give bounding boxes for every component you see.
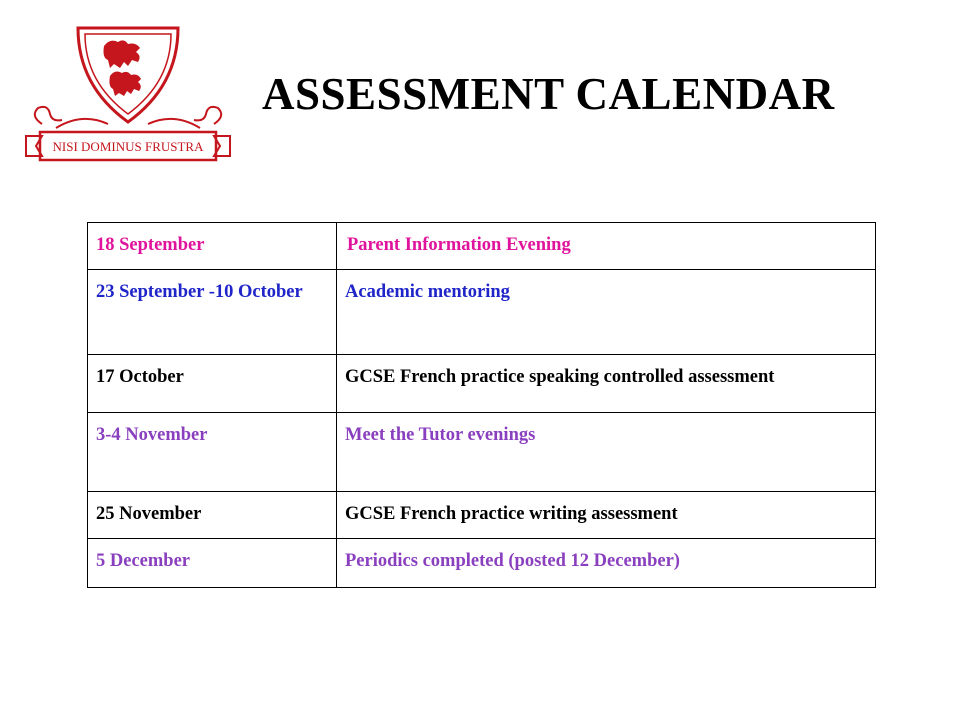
calendar-row bbox=[88, 492, 876, 539]
calendar-date: 18 September bbox=[88, 223, 337, 270]
calendar-date: 17 October bbox=[88, 355, 337, 413]
calendar-event: Meet the Tutor evenings bbox=[337, 413, 876, 492]
school-crest-logo bbox=[22, 24, 234, 170]
crest-motto: NISI DOMINUS FRUSTRA bbox=[52, 139, 204, 154]
calendar-row bbox=[88, 270, 876, 355]
calendar-event: Parent Information Evening bbox=[337, 223, 876, 270]
calendar-date: 23 September -10 October bbox=[88, 270, 337, 355]
calendar-date: 25 November bbox=[88, 492, 337, 539]
calendar-row bbox=[88, 413, 876, 492]
calendar-event: Academic mentoring bbox=[337, 270, 876, 355]
assessment-calendar-table bbox=[87, 222, 876, 588]
calendar-event: GCSE French practice writing assessment bbox=[337, 492, 876, 539]
calendar-row bbox=[88, 223, 876, 270]
calendar-row bbox=[88, 539, 876, 588]
calendar-event: GCSE French practice speaking controlled assessment bbox=[337, 355, 876, 413]
calendar-date: 5 December bbox=[88, 539, 337, 588]
calendar-event: Periodics completed (posted 12 December) bbox=[337, 539, 876, 588]
calendar-date: 3-4 November bbox=[88, 413, 337, 492]
page-title: ASSESSMENT CALENDAR bbox=[262, 69, 835, 119]
calendar-row bbox=[88, 355, 876, 413]
